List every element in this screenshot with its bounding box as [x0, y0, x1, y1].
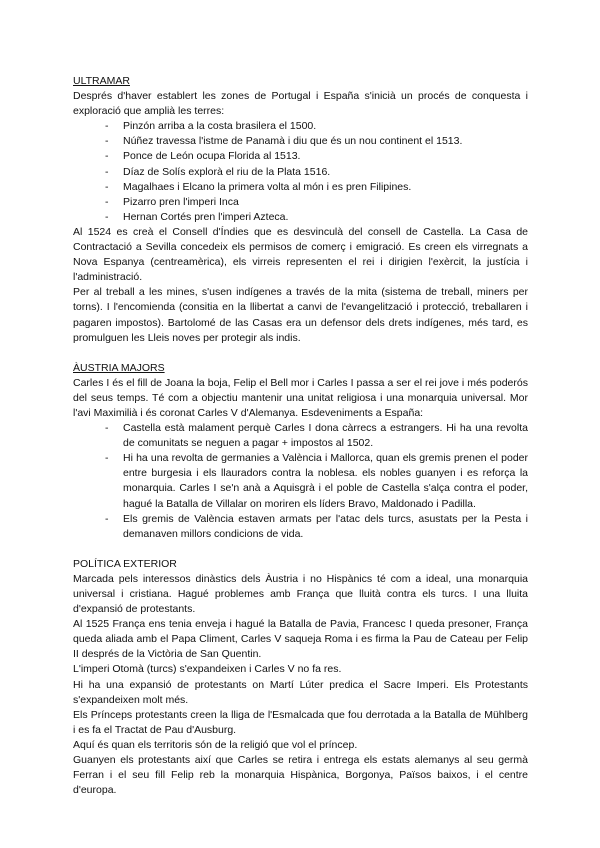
politica-paragraph: Al 1525 França ens tenia enveja i hagué la Batalla de Pavia, Francesc I queda presoner, França queda aliada amb el Papa Climent, Carles V saqueja Roma i es firma la Pau de Cateau per Felip II després de la Victòria de San Quentin.: [73, 618, 528, 661]
list-item: - Hernan Cortés pren l'imperi Azteca.: [105, 210, 528, 225]
list-item: - Els gremis de València estaven armats per l'atac dels turcs, asustats per la Pesta i demanaven millors condicions de vida.: [105, 512, 528, 542]
austria-intro: Carles I és el fill de Joana la boja, Felip el Bell mor i Carles I passa a ser el rei jove i més poderós del seus temps. Té com a objectiu mantenir una unitat religiosa i una monarquia universal. Mor l'avi Maximilià i és coronat Carles V d'Alemanya. Esdeveniments a España:: [73, 376, 528, 419]
list-item: - Hi ha una revolta de germanies a València i Mallorca, quan els gremis prenen el poder entre burgesia i els llauradors contra la noblesa. els nobles guanyen i es reforça la monarquia. Carles I se'n anà a Aquisgrà i el poble de Castella s'alça contra el poder, hagué la Batalla de Villalar on moriren els líders Bravo, Maldonado i Padilla.: [105, 451, 528, 511]
list-item: - Castella està malament perquè Carles I dona càrrecs a estrangers. Hi ha una revolta de comunitats se neguen a pagar + impostos al 1502.: [105, 421, 528, 451]
list-item: - Díaz de Solís explorà el riu de la Plata 1516.: [105, 165, 528, 180]
ultramar-intro: Després d'haver establert les zones de Portugal i España s'inicià un procés de conquesta i exploració que amplià les terres:: [73, 90, 528, 118]
politica-paragraph: Hi ha una expansió de protestants on Martí Lúter predica el Sacre Imperi. Els Protestants s'expandeixen molt més.: [73, 678, 528, 706]
ultramar-list: [73, 119, 528, 225]
section-title-ultramar: ULTRAMAR: [73, 75, 130, 87]
politica-paragraph: Aquí és quan els territoris són de la religió que vol el príncep.: [73, 738, 358, 751]
austria-list: [73, 421, 528, 542]
list-item: - Pinzón arriba a la costa brasilera el 1500.: [105, 119, 528, 134]
section-spacer: [73, 542, 528, 557]
ultramar-paragraph-1: Al 1524 es creà el Consell d'Índies que es desvinculà del consell de Castella. La Casa de Contractació a Sevilla concedeix els permisos de comerç i emigració. Es creen els virregnats a Nova Espanya (centreamèrica), els virreis representen el rei i dirigien l'exèrcit, la justícia i l'administració.: [73, 225, 528, 284]
section-spacer: [73, 346, 528, 361]
list-item: - Núñez travessa l'istme de Panamà i diu que és un nou continent el 1513.: [105, 134, 528, 149]
politica-paragraph: Els Prínceps protestants creen la lliga de l'Esmalcada que fou derrotada a la Batalla de Mühlberg i es fa el Tractat de Pau d'Ausburg.: [73, 708, 528, 736]
section-title-politica: POLÍTICA EXTERIOR: [73, 557, 177, 570]
politica-paragraph: Marcada pels interessos dinàstics dels Àustria i no Hispànics té com a ideal, una monarquia universal i cristiana. Hagué problemes amb França que lluità contra els turcs. I una lluita d'expansió de protestants.: [73, 572, 528, 616]
politica-paragraph: L'imperi Otomà (turcs) s'expandeixen i Carles V no fa res.: [73, 663, 342, 676]
list-item: - Magalhaes i Elcano la primera volta al món i es pren Filipines.: [105, 180, 528, 195]
ultramar-paragraph-2: Per al treball a les mines, s'usen indígenes a través de la mita (sistema de treball, miners per torns). I l'encomienda (consitia en la llibertat a canvi de l'evangelització i protecció, treballaren i pagaren impostos). Bartolomé de las Casas era un defensor dels drets indígenes, més tard, es promulguen les Lleis noves per protegir als indis.: [73, 286, 528, 344]
politica-paragraph: Guanyen els protestants així que Carles se retira i entrega els estats alemanys al seu germà Ferran i el seu fill Felip reb la monarquia Hispànica, Borgonya, Països baixos, i el centre d'europa.: [73, 754, 528, 797]
section-title-austria: ÀUSTRIA MAJORS: [73, 361, 165, 374]
list-item: - Ponce de León ocupa Florida al 1513.: [105, 149, 528, 164]
list-item: - Pizarro pren l'imperi Inca: [105, 195, 528, 210]
